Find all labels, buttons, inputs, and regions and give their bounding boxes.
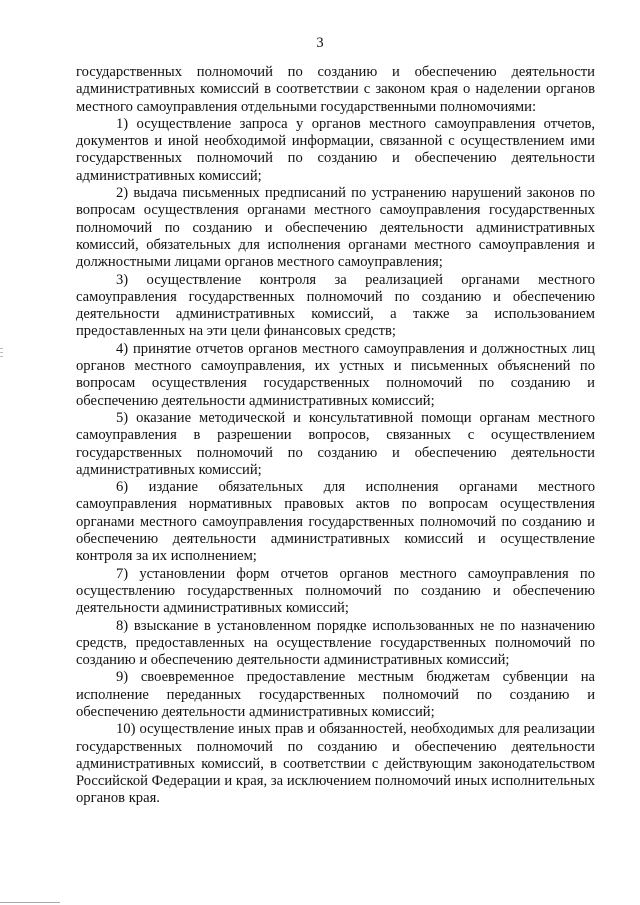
scan-edge-mark — [0, 348, 3, 349]
list-item-9: 9) своевременное предоставление местным бюджетам субвенции на исполнение переданных государственных полномочий по созданию и обеспечению деятельности административных комиссий; — [76, 669, 595, 720]
list-item-4: 4) принятие отчетов органов местного самоуправления и должностных лиц органов местного самоуправления, их устных и письменных объяснений по вопросам осуществления государственных полномочий по созданию и обеспечению деятельности административных комиссий; — [76, 340, 595, 409]
scan-edge-mark — [0, 356, 3, 357]
list-item-3: 3) осуществление контроля за реализацией органами местного самоуправления государственных полномочий по созданию и обеспечению деятельности административных комиссий, а также за использованием предоставленных на эти цели финансовых средств; — [76, 271, 595, 340]
scan-edge-mark — [0, 352, 3, 353]
list-item-10: 10) осуществление иных прав и обязанностей, необходимых для реализации государственных полномочий по созданию и обеспечению деятельности административных комиссий, в соответствии с действующим законодательством Российской Федерации и края, за исключением полномочий иных исполнительных органов края. — [76, 721, 595, 807]
list-item-1: 1) осуществление запроса у органов местного самоуправления отчетов, документов и иной необходимой информации, связанной с осуществлением ими государственных полномочий по созданию и обеспечению деятельности административных комиссий; — [76, 115, 595, 184]
footer-rule — [0, 902, 60, 903]
list-item-2: 2) выдача письменных предписаний по устранению нарушений законов по вопросам осуществления органами местного самоуправления государственных полномочий по созданию и обеспечению деятельности административных комиссий, обязательных для исполнения органами местного самоуправления и должностными лицами органов местного самоуправления; — [76, 185, 595, 271]
list-item-5: 5) оказание методической и консультативной помощи органам местного самоуправления в разрешении вопросов, связанных с осуществлением государственных полномочий по созданию и обеспечению деятельности административных комиссий; — [76, 409, 595, 478]
page-number: 3 — [316, 35, 324, 51]
list-item-8: 8) взыскание в установленном порядке использованных не по назначению средств, предоставленных на осуществление государственных полномочий по созданию и обеспечению деятельности административных комиссий; — [76, 617, 595, 669]
list-item-6: 6) издание обязательных для исполнения органами местного самоуправления нормативных правовых актов по вопросам осуществления органами местного самоуправления государственных полномочий по созданию и обеспечению деятельности административных комиссий и осуществление контроля за их исполнением; — [76, 479, 595, 565]
list-item-7: 7) установлении форм отчетов органов местного самоуправления по осуществлению государственных полномочий по созданию и обеспечению деятельности административных комиссий; — [76, 565, 595, 617]
document-body — [76, 64, 595, 808]
intro-paragraph: государственных полномочий по созданию и обеспечению деятельности административных комиссий в соответствии с законом края о наделении органов местного самоуправления отдельными государственными полномочиями: — [76, 64, 595, 115]
